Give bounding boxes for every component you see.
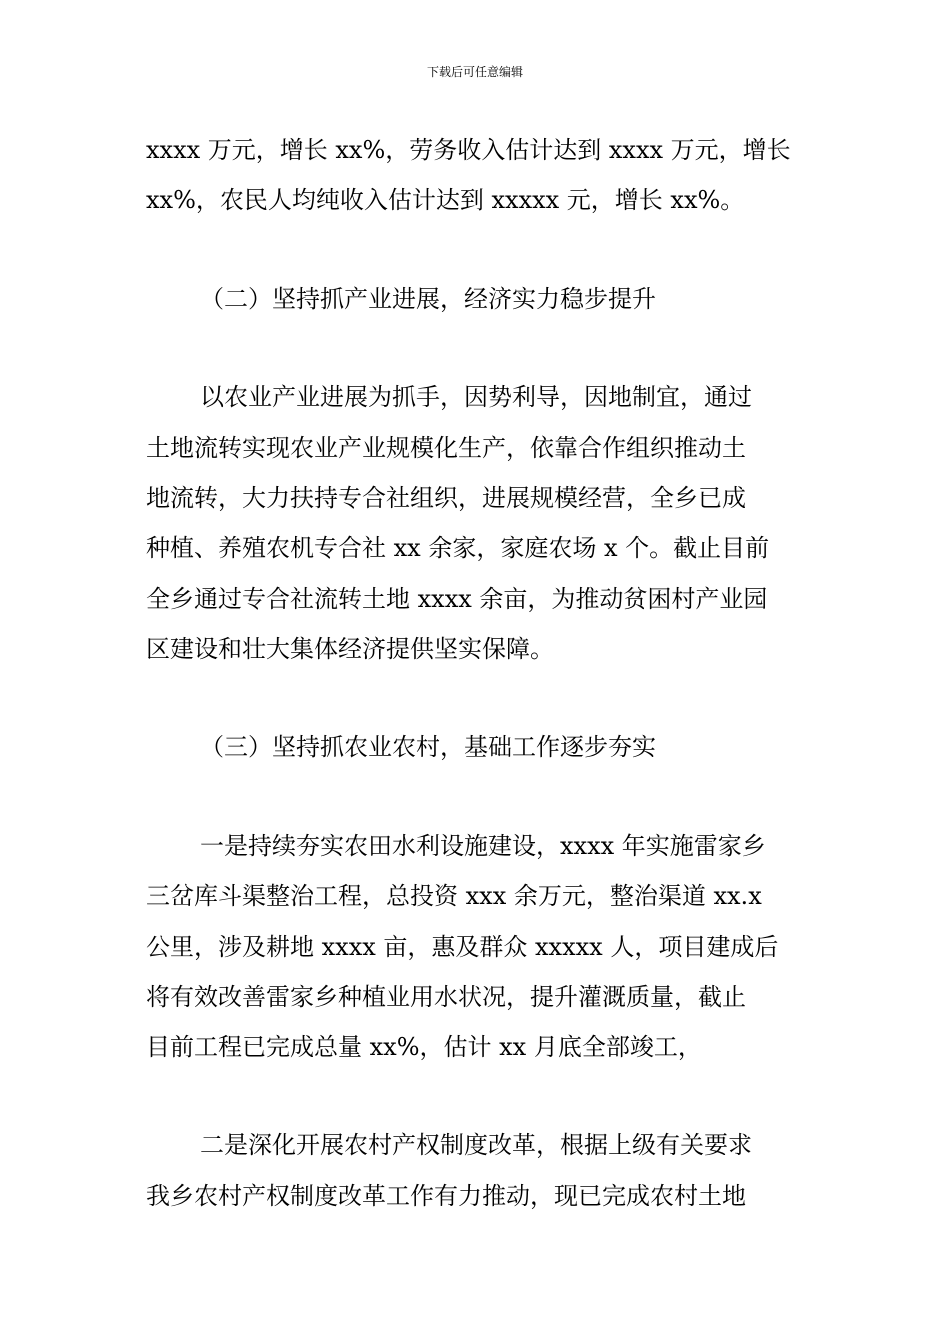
body-line: 二是深化开展农村产权制度改革，根据上级有关要求 (200, 1131, 752, 1159)
body-line: 公里，涉及耕地 xxxx 亩，惠及群众 xxxxx 人，项目建成后 (146, 933, 779, 961)
body-line: xxxx 万元，增长 xx%，劳务收入估计达到 xxxx 万元，增长 (146, 136, 791, 164)
section-heading: （三）坚持抓农业农村，基础工作逐步夯实 (200, 733, 656, 761)
body-line: 区建设和壮大集体经济提供坚实保障。 (146, 635, 554, 663)
body-line: 将有效改善雷家乡种植业用水状况，提升灌溉质量，截止 (146, 983, 746, 1011)
body-line: xx%，农民人均纯收入估计达到 xxxxx 元，增长 xx%。 (146, 186, 745, 214)
section-heading: （二）坚持抓产业进展，经济实力稳步提升 (200, 285, 656, 313)
body-line: 土地流转实现农业产业规模化生产，依靠合作组织推动土 (146, 434, 746, 462)
body-line: 以农业产业进展为抓手，因势利导，因地制宜，通过 (200, 383, 752, 411)
body-line: 全乡通过专合社流转土地 xxxx 余亩，为推动贫困村产业园 (146, 585, 768, 613)
body-line: 一是持续夯实农田水利设施建设，xxxx 年实施雷家乡 (200, 832, 766, 860)
body-line: 地流转，大力扶持专合社组织，进展规模经营，全乡已成 (146, 484, 746, 512)
body-line: 目前工程已完成总量 xx%，估计 xx 月底全部竣工， (146, 1033, 702, 1061)
page-header: 下载后可任意编辑 (426, 65, 523, 79)
body-line: 我乡农村产权制度改革工作有力推动，现已完成农村土地 (146, 1182, 746, 1210)
body-line: 三岔库斗渠整治工程，总投资 xxx 余万元，整治渠道 xx.x (146, 882, 762, 910)
body-line: 种植、养殖农机专合社 xx 余家，家庭农场 x 个。截止目前 (146, 534, 770, 562)
